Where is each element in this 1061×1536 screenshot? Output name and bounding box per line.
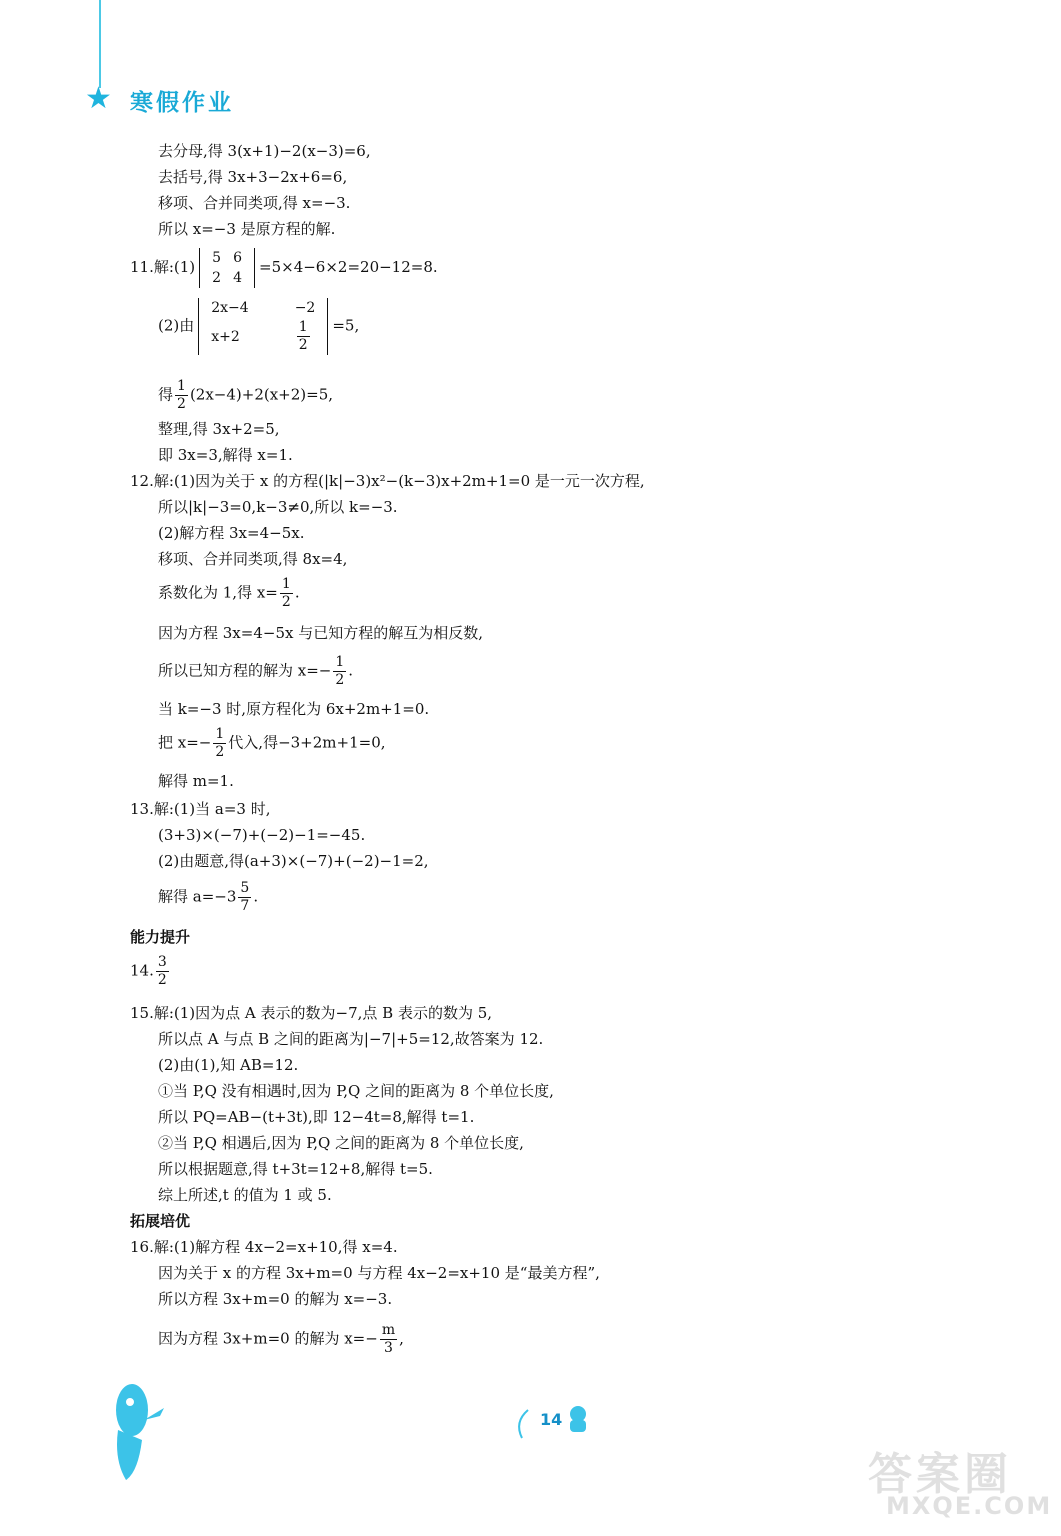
watermark (850, 1438, 1053, 1528)
section-heading: 能力提升 (130, 928, 191, 946)
answer-line: 所以方程 3x+m=0 的解为 x=−3. (158, 1290, 393, 1308)
q11-step: 得 $\frac{1}{2}$ (2x−4)+2(x+2)=5, (158, 378, 334, 412)
answer-line: 去分母,得 3(x+1)−2(x−3)=6, (158, 142, 371, 160)
answer-line: 15.解:(1)因为点 A 表示的数为−7,点 B 表示的数为 5, (130, 1004, 493, 1022)
answer-line: (3+3)×(−7)+(−2)−1=−45. (158, 826, 366, 844)
answer-line: (2)由题意,得(a+3)×(−7)+(−2)−1=2, (158, 852, 429, 870)
answer-line: 所以点 A 与点 B 之间的距离为|−7|+5=12,故答案为 12. (158, 1030, 544, 1048)
answer-line: (2)由(1),知 AB=12. (158, 1056, 299, 1074)
q12-step-e: 系数化为 1,得 x= $\frac{1}{2}$ . (158, 576, 300, 610)
page-number-badge (512, 1398, 592, 1444)
q13-step-d: 解得 a=−3 $\frac{5}{7}$ . (158, 880, 259, 914)
q11-part1: 11.解:(1) 5 6 2 4 =5×4−6×2=20−12=8. (130, 250, 438, 286)
section-heading: 拓展培优 (130, 1212, 191, 1230)
mascot-icon (108, 1380, 168, 1490)
answer-line: ①当 P,Q 没有相遇时,因为 P,Q 之间的距离为 8 个单位长度, (158, 1082, 554, 1100)
answer-line: 因为关于 x 的方程 3x+m=0 与方程 4x−2=x+10 是“最美方程”, (158, 1264, 600, 1282)
answer-line: ②当 P,Q 相遇后,因为 P,Q 之间的距离为 8 个单位长度, (158, 1134, 524, 1152)
header-decoration-line (99, 0, 101, 88)
answer-line: 综上所述,t 的值为 1 或 5. (158, 1186, 332, 1204)
star-icon: ★ (85, 81, 112, 116)
answer-line: 即 3x=3,解得 x=1. (158, 446, 293, 464)
answer-line: 13.解:(1)当 a=3 时, (130, 800, 271, 818)
watermark-url: MXQE.COM (886, 1492, 1053, 1520)
watermark-text: 答案圈 (868, 1449, 1012, 1500)
answer-line: 因为方程 3x=4−5x 与已知方程的解互为相反数, (158, 624, 483, 642)
q12-step-g: 所以已知方程的解为 x=− $\frac{1}{2}$ . (158, 654, 354, 688)
answer-line: 移项、合并同类项,得 8x=4, (158, 550, 348, 568)
answer-line: 所以 PQ=AB−(t+3t),即 12−4t=8,解得 t=1. (158, 1108, 475, 1126)
page-number: 14 (540, 1410, 563, 1429)
answer-line: 12.解:(1)因为关于 x 的方程(|k|−3)x²−(k−3)x+2m+1=0 是一元一次方程, (130, 472, 645, 490)
q11-part2: (2)由 2x−4 −2 x+2 $\frac{1}{2}$ =5, (158, 300, 360, 353)
answer-line: (2)解方程 3x=4−5x. (158, 524, 305, 542)
q12-step-i: 把 x=− $\frac{1}{2}$ 代入,得−3+2m+1=0, (158, 726, 386, 760)
determinant-2: 2x−4 −2 x+2 $\frac{1}{2}$ (198, 298, 328, 355)
answer-line: 16.解:(1)解方程 4x−2=x+10,得 x=4. (130, 1238, 398, 1256)
determinant-1: 5 6 2 4 (199, 248, 255, 288)
answer-line: 解得 m=1. (158, 772, 234, 790)
answer-line: 所以根据题意,得 t+3t=12+8,解得 t=5. (158, 1160, 433, 1178)
answer-line: 整理,得 3x+2=5, (158, 420, 280, 438)
answer-line: 所以 x=−3 是原方程的解. (158, 220, 336, 238)
header-title: 寒假作业 (130, 90, 234, 116)
q14-answer: 14. $\frac{3}{2}$ (130, 954, 167, 988)
answer-line: 移项、合并同类项,得 x=−3. (158, 194, 351, 212)
answer-line: 当 k=−3 时,原方程化为 6x+2m+1=0. (158, 700, 430, 718)
answer-line: 去括号,得 3x+3−2x+6=6, (158, 168, 348, 186)
q16-step-d: 因为方程 3x+m=0 的解为 x=− $\frac{m}{3}$ , (158, 1322, 404, 1356)
answer-line: 所以|k|−3=0,k−3≠0,所以 k=−3. (158, 498, 398, 516)
